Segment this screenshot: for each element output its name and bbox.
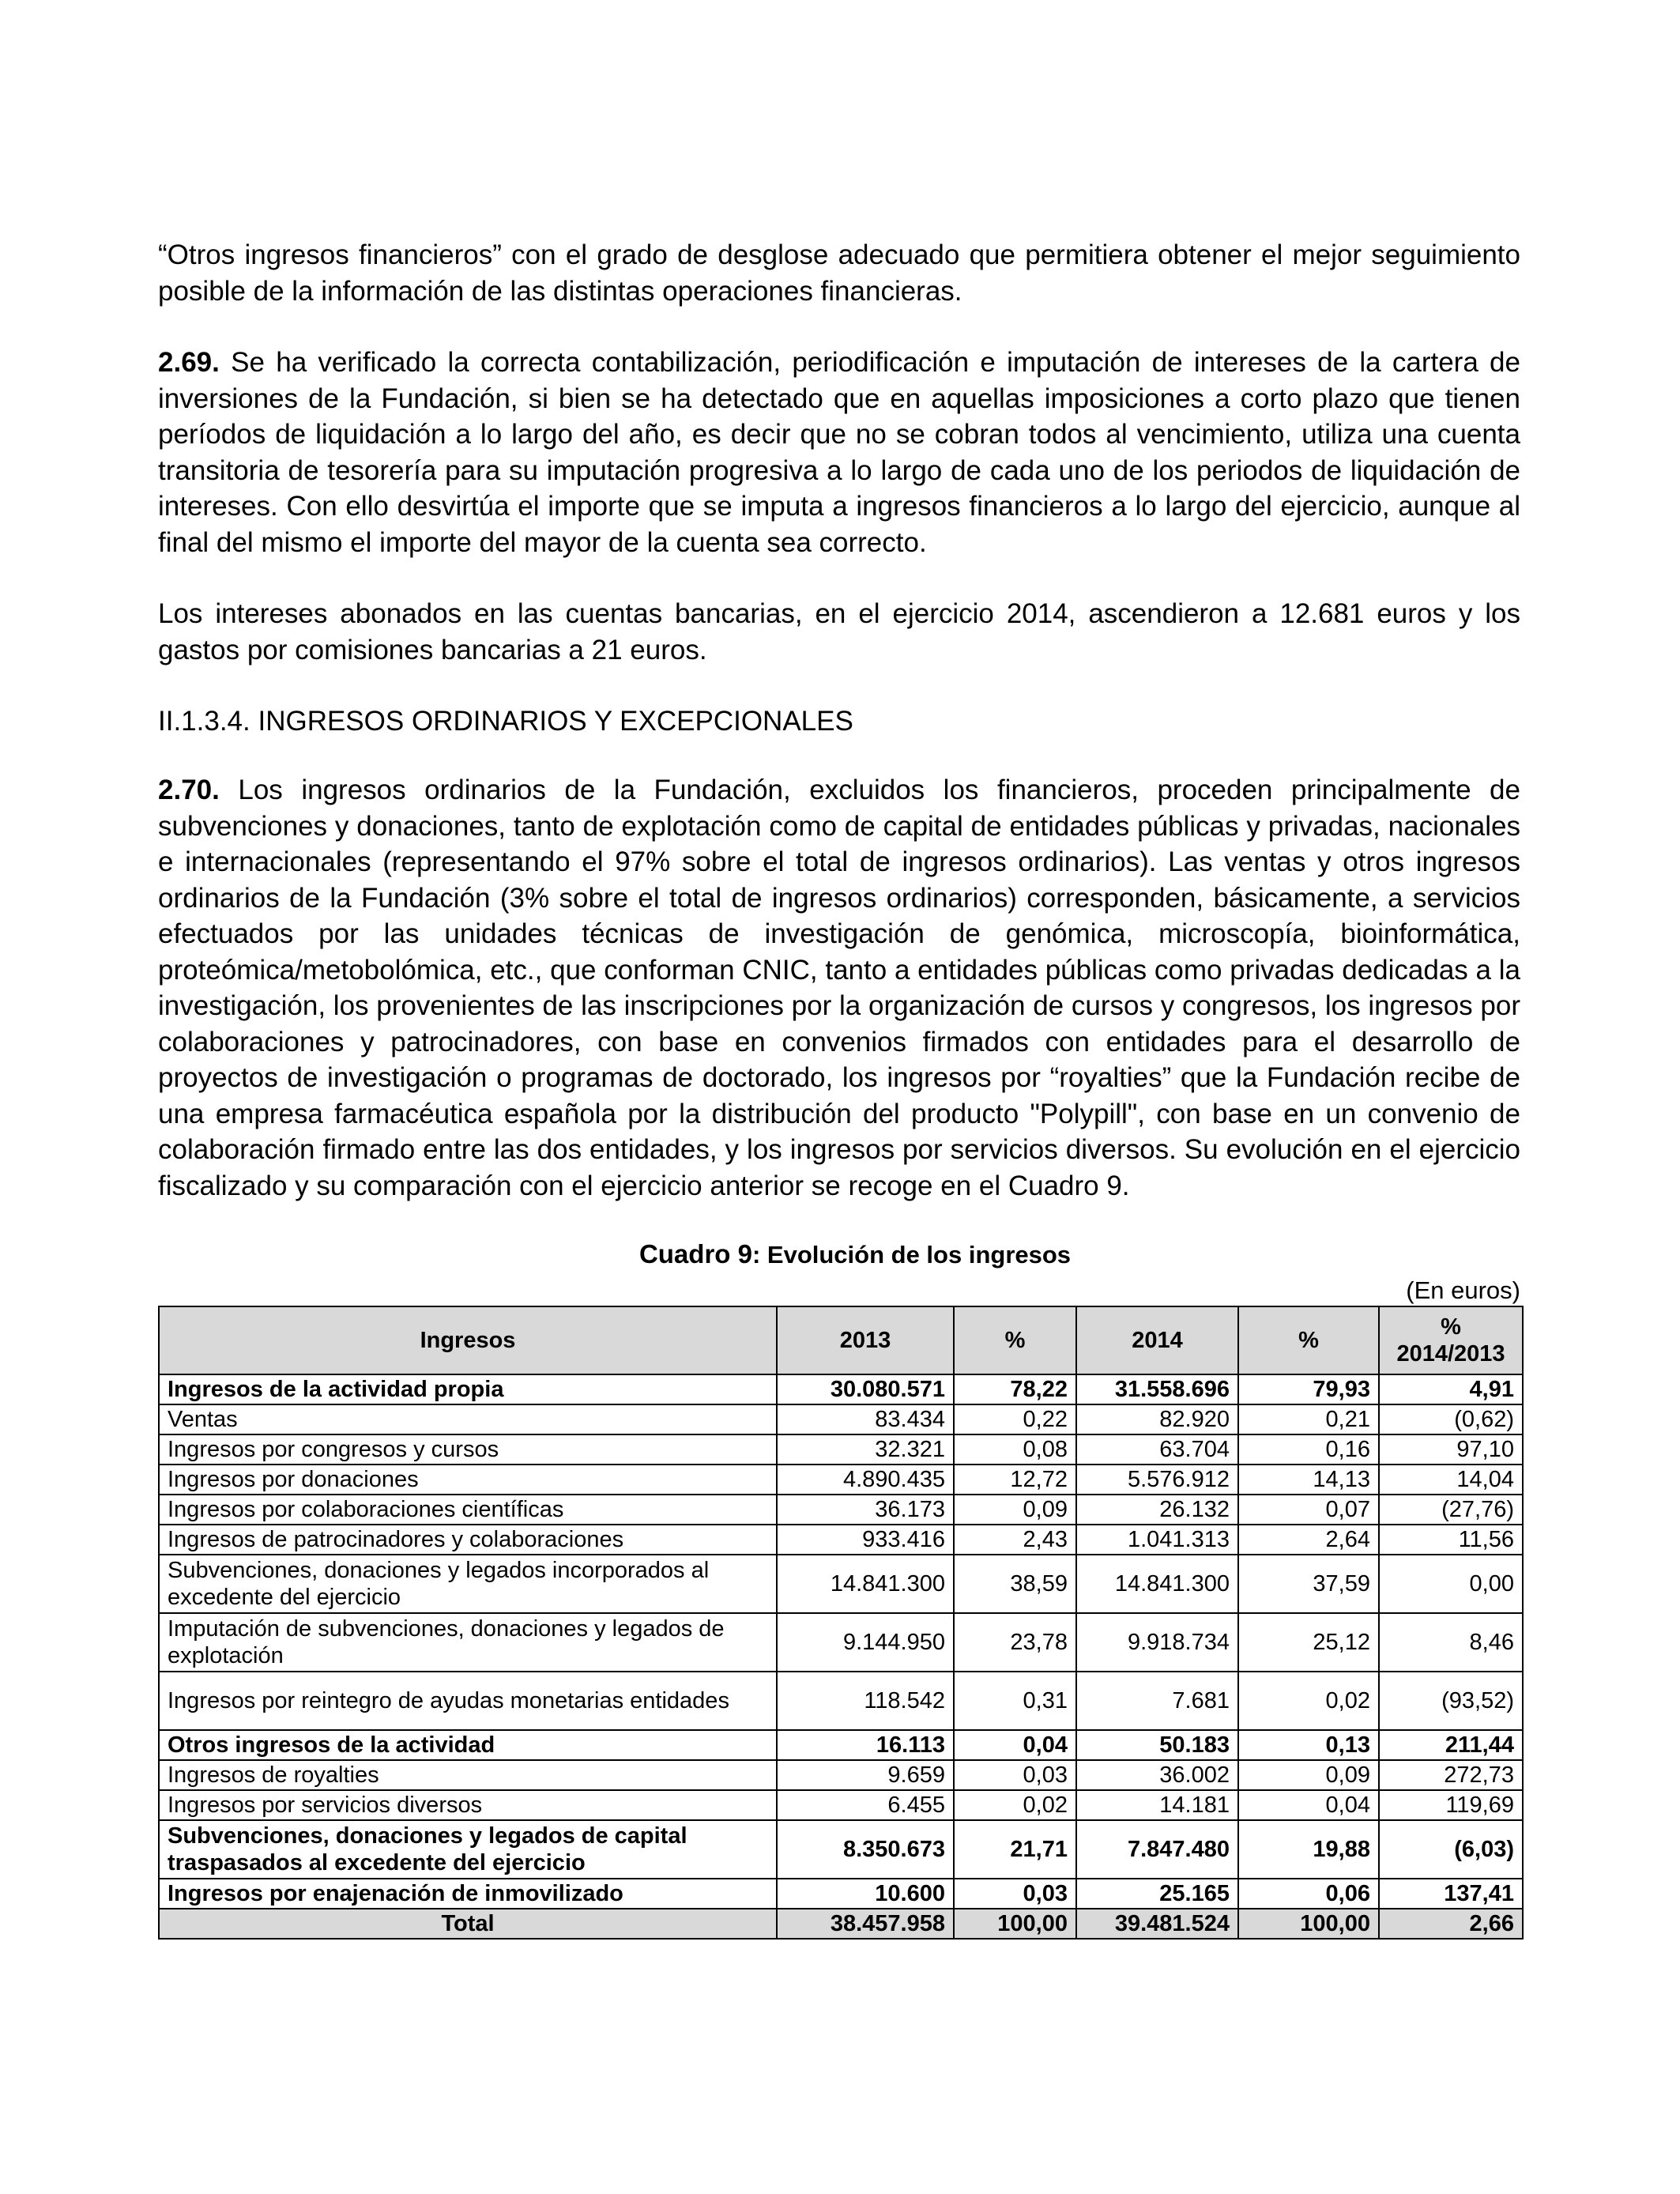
table-cell: 2,43 (954, 1525, 1076, 1555)
table-cell: 38,59 (954, 1555, 1076, 1613)
paragraph-2-69: 2.69. Se ha verificado la correcta contabilización, periodificación e imputación de intereses de la cartera de inversiones de la Fundación, si bien se ha detectado que en aquellas imposiciones a corto plazo que tienen períodos de liquidación a lo largo del año, es decir que no se cobran todos al vencimiento, utiliza una cuenta transitoria de tesorería para su imputación progresiva a lo largo de cada uno de los periodos de liquidación de intereses. Con ello desvirtúa el importe que se imputa a ingresos financieros a lo largo del ejercicio, aunque al final del mismo el importe del mayor de la cuenta sea correcto. (158, 347, 1520, 558)
table-row (159, 1879, 1523, 1909)
table-cell: 63.704 (1076, 1434, 1238, 1465)
table-cell: (27,76) (1379, 1495, 1523, 1525)
table-row (159, 1374, 1523, 1404)
table-cell: 36.002 (1076, 1760, 1238, 1790)
table-units: (En euros) (1406, 1276, 1520, 1304)
row-label: Ingresos por congresos y cursos (159, 1434, 777, 1465)
table-cell: 0,09 (1238, 1760, 1379, 1790)
table-cell: 933.416 (777, 1525, 954, 1555)
column-header: 2014 (1076, 1306, 1238, 1374)
paragraph-number: 2.69. (158, 347, 220, 378)
table-cell: 30.080.571 (777, 1374, 954, 1404)
table-row (159, 1672, 1523, 1730)
total-cell: 39.481.524 (1076, 1909, 1238, 1939)
table-cell: 25,12 (1238, 1613, 1379, 1672)
table-cell: 6.455 (777, 1790, 954, 1820)
total-cell: 100,00 (1238, 1909, 1379, 1939)
table-cell: 9.144.950 (777, 1613, 954, 1672)
table-cell: 21,71 (954, 1820, 1076, 1879)
table-cell: 0,08 (954, 1434, 1076, 1465)
table-cell: 7.847.480 (1076, 1820, 1238, 1879)
paragraph-number: 2.70. (158, 775, 220, 805)
table-cell: 32.321 (777, 1434, 954, 1465)
table-cell: 19,88 (1238, 1820, 1379, 1879)
section-heading: II.1.3.4. INGRESOS ORDINARIOS Y EXCEPCIONALES (158, 706, 853, 737)
row-label: Ingresos por servicios diversos (159, 1790, 777, 1820)
total-cell: 100,00 (954, 1909, 1076, 1939)
table-cell: 0,00 (1379, 1555, 1523, 1613)
table-row (159, 1434, 1523, 1465)
table-cell: 0,07 (1238, 1495, 1379, 1525)
table-cell: 272,73 (1379, 1760, 1523, 1790)
income-table (158, 1306, 1524, 1940)
table-cell: 8,46 (1379, 1613, 1523, 1672)
table-cell: 23,78 (954, 1613, 1076, 1672)
table-cell: (93,52) (1379, 1672, 1523, 1730)
table-row (159, 1790, 1523, 1820)
table-cell: 0,04 (954, 1730, 1076, 1760)
table-cell: 82.920 (1076, 1404, 1238, 1434)
row-label: Ingresos de royalties (159, 1760, 777, 1790)
table-cell: 14.841.300 (777, 1555, 954, 1613)
table-cell: 1.041.313 (1076, 1525, 1238, 1555)
table-cell: 97,10 (1379, 1434, 1523, 1465)
table-row (159, 1730, 1523, 1760)
table-row (159, 1404, 1523, 1434)
total-row (159, 1909, 1523, 1939)
table-cell: 25.165 (1076, 1879, 1238, 1909)
table-cell: 119,69 (1379, 1790, 1523, 1820)
table-cell: 118.542 (777, 1672, 954, 1730)
table-cell: 0,04 (1238, 1790, 1379, 1820)
table-cell: 79,93 (1238, 1374, 1379, 1404)
paragraph-2-70: 2.70. Los ingresos ordinarios de la Fundación, excluidos los financieros, proceden principalmente de subvenciones y donaciones, tanto de explotación como de capital de entidades públicas y privadas, nacionales e internacionales (representando el 97% sobre el total de ingresos ordinarios). Las ventas y otros ingresos ordinarios de la Fundación (3% sobre el total de ingresos ordinarios) corresponden, básicamente, a servicios efectuados por las unidades técnicas de investigación de genómica, microscopía, bioinformática, proteómica/metobolómica, etc., que conforman CNIC, tanto a entidades públicas como privadas dedicadas a la investigación, los provenientes de las inscripciones por la organización de cursos y congresos, los ingresos por colaboraciones y patrocinadores, con base en convenios firmados con entidades para el desarrollo de proyectos de investigación o programas de doctorado, los ingresos por “royalties” que la Fundación recibe de una empresa farmacéutica española por la distribución del producto "Polypill", con base en un convenio de colaboración firmado entre las dos entidades, y los ingresos por servicios diversos. Su evolución en el ejercicio fiscalizado y su comparación con el ejercicio anterior se recoge en el Cuadro 9. (158, 775, 1520, 1201)
total-cell: 38.457.958 (777, 1909, 954, 1939)
row-label: Subvenciones, donaciones y legados de capital traspasados al excedente del ejercicio (159, 1820, 777, 1879)
table-cell: 11,56 (1379, 1525, 1523, 1555)
row-label: Ingresos por colaboraciones científicas (159, 1495, 777, 1525)
table-row (159, 1820, 1523, 1879)
total-cell: 2,66 (1379, 1909, 1523, 1939)
table-cell: 137,41 (1379, 1879, 1523, 1909)
table-cell: 0,03 (954, 1879, 1076, 1909)
table-cell: 0,09 (954, 1495, 1076, 1525)
table-cell: 0,13 (1238, 1730, 1379, 1760)
row-label: Ventas (159, 1404, 777, 1434)
table-cell: 9.918.734 (1076, 1613, 1238, 1672)
table-cell: 0,16 (1238, 1434, 1379, 1465)
column-header: % 2014/2013 (1379, 1306, 1523, 1374)
table-cell: 14.181 (1076, 1790, 1238, 1820)
table-cell: 2,64 (1238, 1525, 1379, 1555)
table-cell: 12,72 (954, 1465, 1076, 1495)
column-header: Ingresos (159, 1306, 777, 1374)
paragraph-otros-ingresos: “Otros ingresos financieros” con el grado de desglose adecuado que permitiera obtener el mejor seguimiento posible de la información de las distintas operaciones financieras. (158, 239, 1520, 307)
paragraph-intereses: Los intereses abonados en las cuentas bancarias, en el ejercicio 2014, ascendieron a 12.681 euros y los gastos por comisiones bancarias a 21 euros. (158, 598, 1520, 665)
table-cell: 50.183 (1076, 1730, 1238, 1760)
table-cell: 0,31 (954, 1672, 1076, 1730)
table-cell: 26.132 (1076, 1495, 1238, 1525)
table-cell: (0,62) (1379, 1404, 1523, 1434)
table-cell: 37,59 (1238, 1555, 1379, 1613)
table-row (159, 1525, 1523, 1555)
table-cell: (6,03) (1379, 1820, 1523, 1879)
table-row (159, 1613, 1523, 1672)
row-label: Otros ingresos de la actividad (159, 1730, 777, 1760)
table-cell: 78,22 (954, 1374, 1076, 1404)
table-cell: 14,13 (1238, 1465, 1379, 1495)
table-row (159, 1495, 1523, 1525)
table-cell: 211,44 (1379, 1730, 1523, 1760)
table-cell: 0,06 (1238, 1879, 1379, 1909)
table-cell: 4,91 (1379, 1374, 1523, 1404)
row-label: Ingresos de patrocinadores y colaboraciones (159, 1525, 777, 1555)
row-label: Ingresos por donaciones (159, 1465, 777, 1495)
row-label: Ingresos por enajenación de inmovilizado (159, 1879, 777, 1909)
table-cell: 0,21 (1238, 1404, 1379, 1434)
row-label: Ingresos por reintegro de ayudas monetarias entidades (159, 1672, 777, 1730)
table-cell: 31.558.696 (1076, 1374, 1238, 1404)
column-header: % (1238, 1306, 1379, 1374)
table-caption: Cuadro 9: Evolución de los ingresos (638, 1239, 1072, 1269)
row-label: Subvenciones, donaciones y legados incorporados al excedente del ejercicio (159, 1555, 777, 1613)
table-cell: 4.890.435 (777, 1465, 954, 1495)
table-cell: 83.434 (777, 1404, 954, 1434)
table-row (159, 1555, 1523, 1613)
document-page (158, 237, 1520, 1940)
table-cell: 0,22 (954, 1404, 1076, 1434)
column-header: % (954, 1306, 1076, 1374)
table-cell: 14,04 (1379, 1465, 1523, 1495)
row-label: Ingresos de la actividad propia (159, 1374, 777, 1404)
table-cell: 36.173 (777, 1495, 954, 1525)
table-cell: 7.681 (1076, 1672, 1238, 1730)
table-cell: 16.113 (777, 1730, 954, 1760)
table-cell: 10.600 (777, 1879, 954, 1909)
table-cell: 0,02 (1238, 1672, 1379, 1730)
table-cell: 14.841.300 (1076, 1555, 1238, 1613)
row-label: Imputación de subvenciones, donaciones y legados de explotación (159, 1613, 777, 1672)
table-cell: 5.576.912 (1076, 1465, 1238, 1495)
table-header-row (159, 1306, 1523, 1374)
table-row (159, 1760, 1523, 1790)
table-row (159, 1465, 1523, 1495)
table-cell: 8.350.673 (777, 1820, 954, 1879)
table-cell: 9.659 (777, 1760, 954, 1790)
table-cell: 0,03 (954, 1760, 1076, 1790)
total-label: Total (159, 1909, 777, 1939)
column-header: 2013 (777, 1306, 954, 1374)
table-cell: 0,02 (954, 1790, 1076, 1820)
